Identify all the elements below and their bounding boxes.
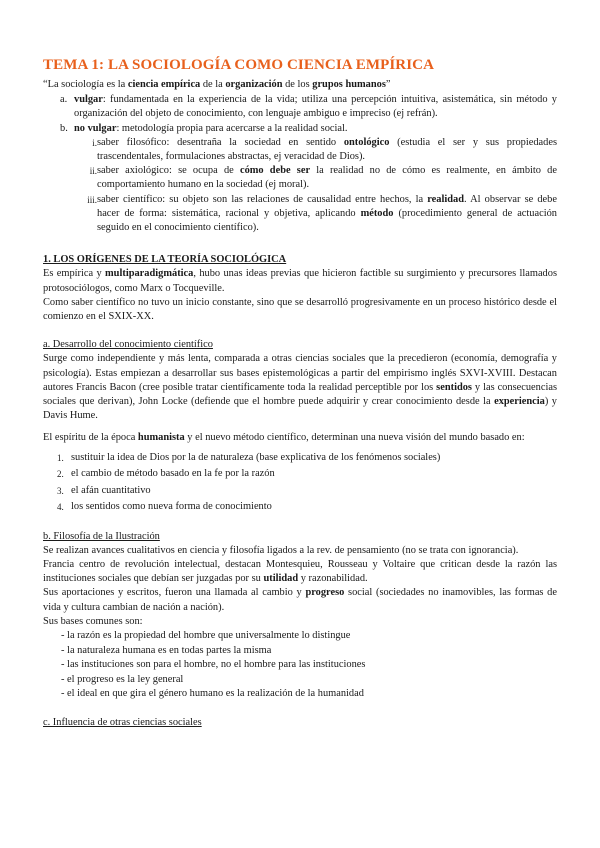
list-marker: i. — [92, 137, 97, 148]
paragraph: Se realizan avances cualitativos en ciencia y filosofía ligados a la rev. de pensamiento (no se trata con ignorancia). — [43, 544, 519, 556]
list-marker: ii. — [89, 166, 97, 177]
paragraph: Sus aportaciones y escritos, fueron una llamada al cambio y progreso social (sociedades no inamovibles, las formas de vida y cultura cambian de nación a nación). — [43, 587, 557, 613]
list-item: 4. los sentidos como nueva forma de conocimiento — [43, 499, 557, 516]
no-vulgar-sublist — [43, 136, 557, 235]
knowledge-types-list — [43, 93, 557, 136]
list-marker: a. — [60, 94, 68, 106]
list-item: - el ideal en que gira el género humano es la realización de la humanidad — [61, 688, 364, 700]
list-item: - las instituciones son para el hombre, no el hombre para las instituciones — [61, 659, 366, 671]
page-title: TEMA 1: LA SOCIOLOGÍA COMO CIENCIA EMPÍRICA — [43, 57, 435, 73]
list-item: 2. el cambio de método basado en la fe por la razón — [43, 466, 557, 483]
list-item-saber-filosofico: i. saber filosófico: desentraña la sociedad en sentido ontológico (estudia el ser y sus propiedades trascendentales, formulaciones abstractas, ej veracidad de Dios). — [43, 136, 557, 164]
paragraph: Como saber científico no tuvo un inicio constante, sino que se desarrolló progresivamente en un proceso histórico desde el comienzo en el SXIX-XX. — [43, 296, 557, 323]
list-item: 3. el afán cuantitativo — [43, 483, 557, 500]
list-item: - el progreso es la ley general — [61, 673, 184, 685]
list-marker: 1. — [57, 452, 64, 463]
list-item-saber-cientifico: iii. saber científico: su objeto son las relaciones de causalidad entre hechos, la realidad. Al observar se debe hacer de forma: sistemática, racional y objetiva, aplicando método (procedimiento general de actuación seguido en el conocimiento científico). — [43, 193, 557, 236]
paragraph: Sus bases comunes son: — [43, 615, 143, 627]
paragraph: Surge como independiente y más lenta, comparada a otras ciencias sociales que la precedieron (economía, demografía y psicología). Estas empiezan a desarrollar sus bases epistemológicas a partir del empirismo inglés SXVI-XVIII. Destacan autores Francis Bacon (cree posible tratar científicamente toda la realidad perceptible por los sentidos y las consecuencias sociales que derivan), John Locke (defiende que el hombre puede adquirir y crear conocimiento desde la experiencia) y Davis Hume. — [43, 353, 557, 422]
paragraph: Francia centro de revolución intelectual, destacan Montesquieu, Rousseau y Voltaire que critican desde la razón las instituciones sociales que debían ser juzgadas por su utilidad y razonabilidad. — [43, 559, 557, 585]
list-item-no-vulgar: b. no vulgar: metodología propia para acercarse a la realidad social. — [43, 122, 557, 136]
definition-quote: “La sociología es la ciencia empírica de la organización de los grupos humanos” — [43, 79, 391, 90]
list-item: - la naturaleza humana es en todas partes la misma — [61, 644, 272, 656]
section-heading-ilustracion: b. Filosofía de la Ilustración — [43, 530, 160, 542]
list-item: - la razón es la propiedad del hombre que universalmente lo distingue — [61, 630, 351, 642]
list-marker: b. — [60, 122, 68, 134]
numbered-list — [43, 450, 557, 516]
list-marker: 2. — [57, 469, 64, 480]
list-marker: 4. — [57, 502, 64, 513]
section-heading-desarrollo: a. Desarrollo del conocimiento científico — [43, 339, 213, 351]
list-item-saber-axiologico: ii. saber axiológico: se ocupa de cómo debe ser la realidad no de cómo es realmente, en ámbito de comportamiento humano en la sociedad (ej moral). — [43, 164, 557, 192]
list-item: 1. sustituir la idea de Dios por la de naturaleza (base explicativa de los fenómenos sociales) — [43, 450, 557, 467]
list-marker: iii. — [87, 194, 97, 205]
paragraph: El espíritu de la época humanista y el nuevo método científico, determinan una nueva visión del mundo basado en: — [43, 432, 525, 444]
list-marker: 3. — [57, 485, 64, 496]
section-heading-origenes: 1. LOS ORÍGENES DE LA TEORÍA SOCIOLÓGICA — [43, 254, 287, 266]
section-heading-influencia: c. Influencia de otras ciencias sociales — [43, 716, 202, 728]
list-item-vulgar: a. vulgar: fundamentada en la experiencia de la vida; utiliza una percepción intuitiva, asistemática, sin método y organización del objeto de conocimiento, con lenguaje ambiguo e impreciso (ej refrán). — [60, 94, 557, 120]
dash-list — [43, 629, 557, 702]
paragraph: Es empírica y multiparadigmática, hubo unas ideas previas que hicieron factible su surgimiento y precursores llamados protosociólogos, como Marx o Tocqueville. — [43, 268, 557, 294]
